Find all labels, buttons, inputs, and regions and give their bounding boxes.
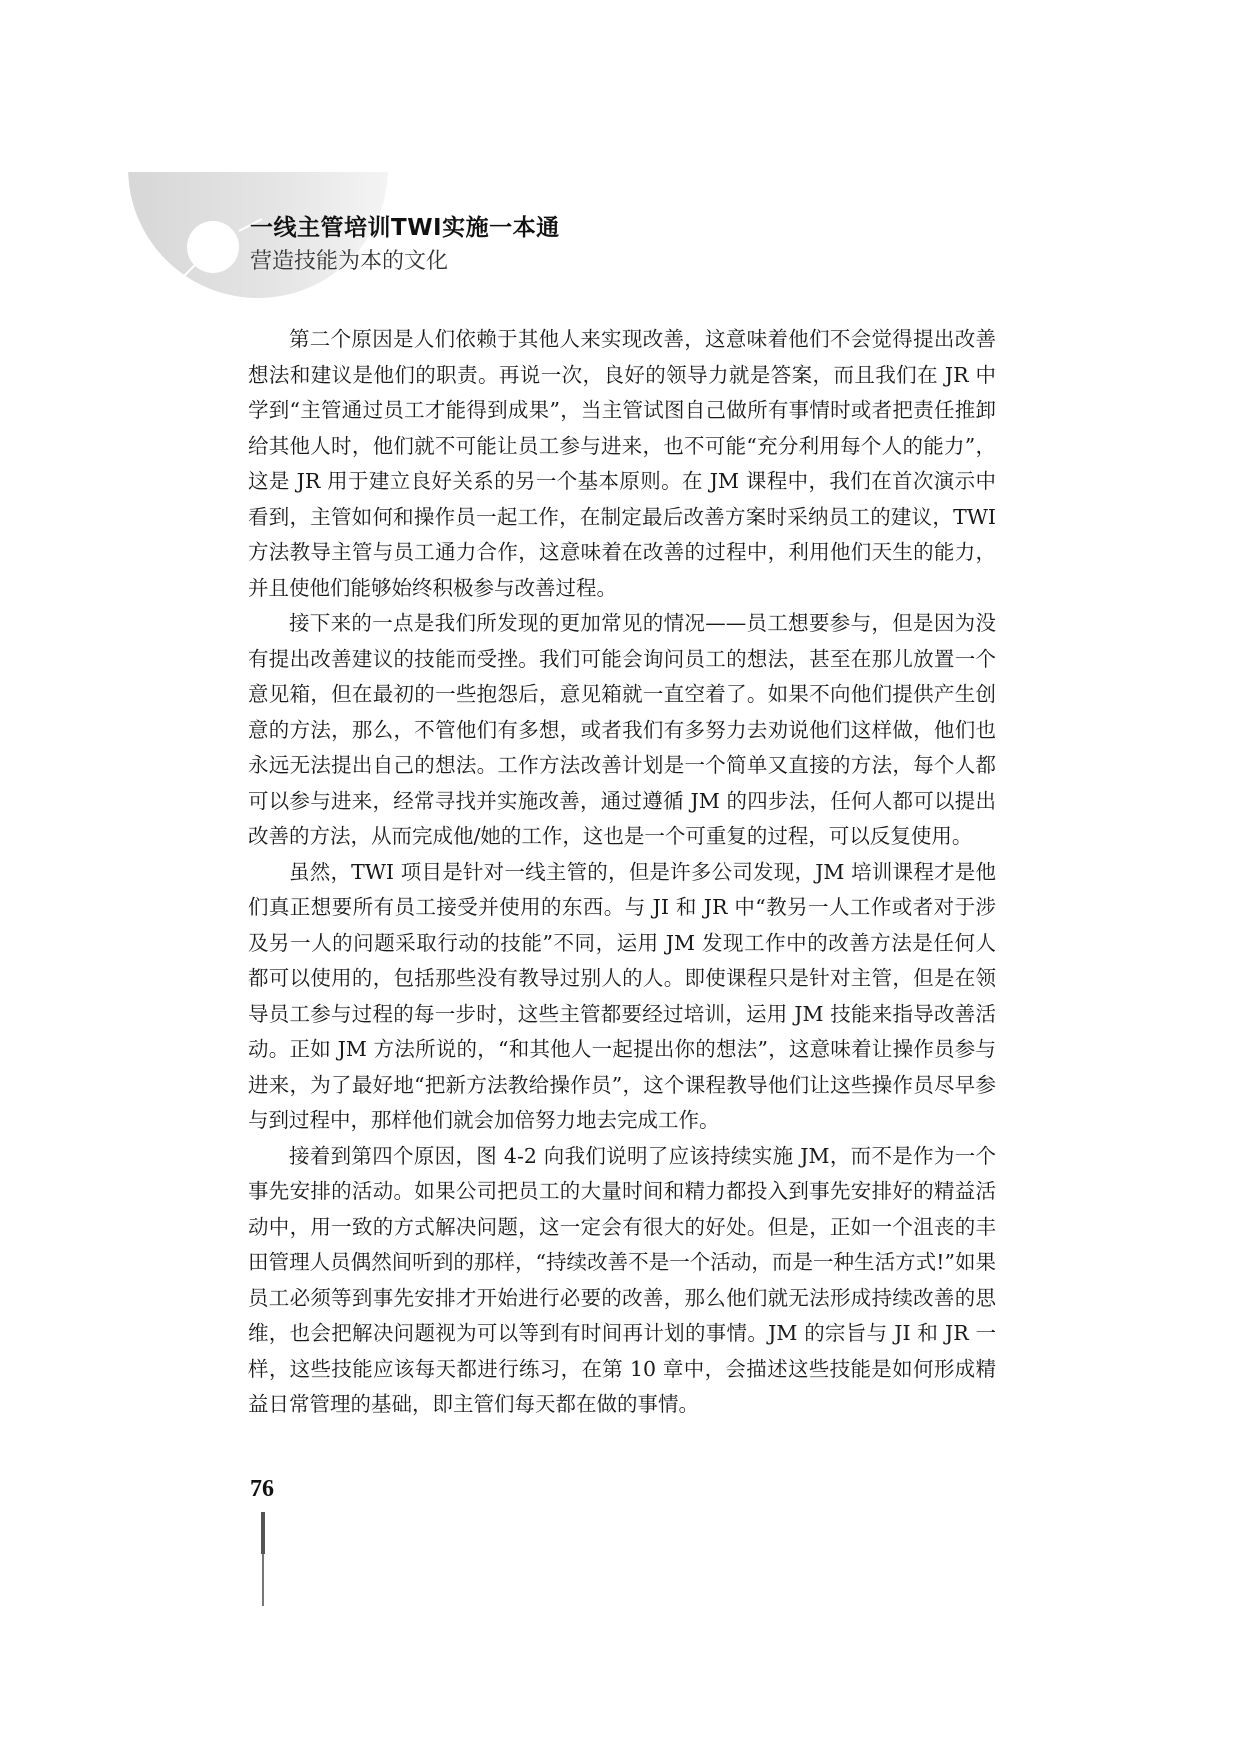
paragraph: 虽然，TWI 项目是针对一线主管的，但是许多公司发现，JM 培训课程才是他们真正想要所有员工接受并使用的东西。与 JI 和 JR 中“教另一人工作或者对于涉及另一人的问题采取行动的技能”不同，运用 JM 发现工作中的改善方法是任何人都可以使用的，包括那些没有教导过别人的人。即使课程只是针对主管，但是在领导员工参与过程的每一步时，这些主管都要经过培训，运用 JM 技能来指导改善活动。正如 JM 方法所说的，“和其他人一起提出你的想法”，这意味着让操作员参与进来，为了最好地“把新方法教给操作员”，这个课程教导他们让这些操作员尽早参与到过程中，那样他们就会加倍努力地去完成工作。: [248, 859, 996, 1132]
page-number: 76: [250, 1476, 274, 1502]
paragraph: 接下来的一点是我们所发现的更加常见的情况——员工想要参与，但是因为没有提出改善建议的技能而受挫。我们可能会询问员工的想法，甚至在那儿放置一个意见箱，但在最初的一些抱怨后，意见箱就一直空着了。如果不向他们提供产生创意的方法，那么，不管他们有多想，或者我们有多努力去劝说他们这样做，他们也永远无法提出自己的想法。工作方法改善计划是一个简单又直接的方法，每个人都可以参与进来，经常寻找并实施改善，通过遵循 JM 的四步法，任何人都可以提出改善的方法，从而完成他/她的工作，这也是一个可重复的过程，可以反复使用。: [248, 611, 996, 848]
book-title: 一线主管培训TWI实施一本通: [250, 215, 560, 241]
running-header: [250, 213, 560, 277]
chapter-title: 营造技能为本的文化: [250, 249, 449, 274]
page-marker-line: [262, 1554, 264, 1606]
body-text: [248, 322, 996, 1423]
paragraph: 接着到第四个原因，图 4-2 向我们说明了应该持续实施 JM，而不是作为一个事先安排的活动。如果公司把员工的大量时间和精力都投入到事先安排好的精益活动中，用一致的方式解决问题，这一定会有很大的好处。但是，正如一个沮丧的丰田管理人员偶然间听到的那样，“持续改善不是一个活动，而是一种生活方式!”如果员工必须等到事先安排才开始进行必要的改善，那么他们就无法形成持续改善的思维，也会把解决问题视为可以等到有时间再计划的事情。JM 的宗旨与 JI 和 JR 一样，这些技能应该每天都进行练习，在第 10 章中，会描述这些技能是如何形成精益日常管理的基础，即主管们每天都在做的事情。: [248, 1143, 996, 1416]
paragraph: 第二个原因是人们依赖于其他人来实现改善，这意味着他们不会觉得提出改善想法和建议是他们的职责。再说一次，良好的领导力就是答案，而且我们在 JR 中学到“主管通过员工才能得到成果”，当主管试图自己做所有事情时或者把责任推卸给其他人时，他们就不可能让员工参与进来，也不可能“充分利用每个人的能力”，这是 JR 用于建立良好关系的另一个基本原则。在 JM 课程中，我们在首次演示中看到，主管如何和操作员一起工作，在制定最后改善方案时采纳员工的建议，TWI 方法教导主管与员工通力合作，这意味着在改善的过程中，利用他们天生的能力，并且使他们能够始终积极参与改善过程。: [248, 327, 996, 600]
page-marker-bar: [261, 1512, 265, 1554]
